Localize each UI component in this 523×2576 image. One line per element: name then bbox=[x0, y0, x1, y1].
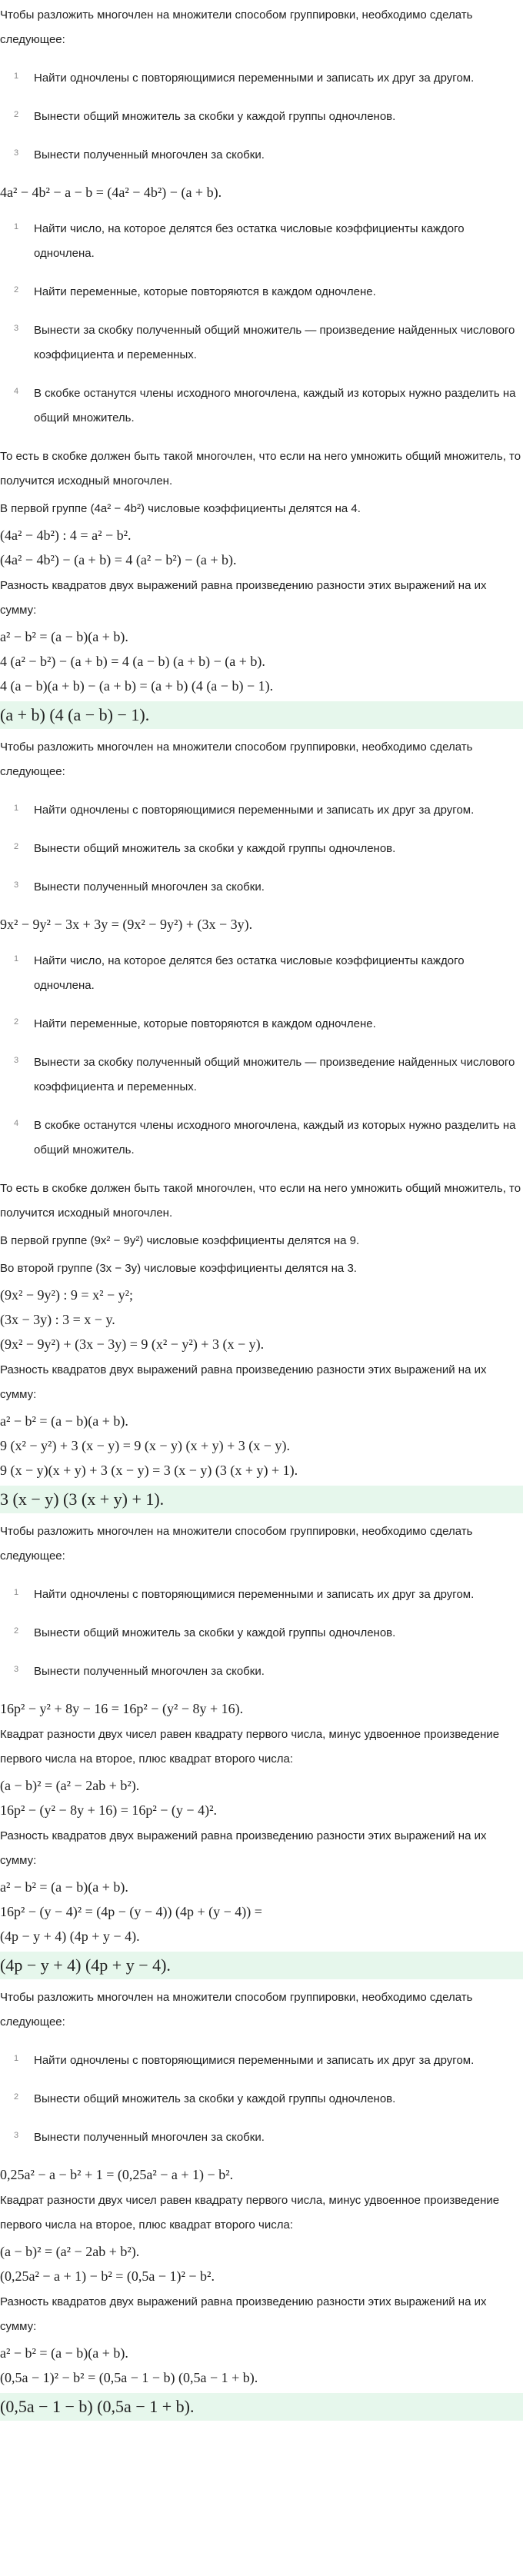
answer-box: (a + b) (4 (a − b) − 1). bbox=[0, 701, 523, 729]
math-line: 4 (a² − b²) − (a + b) = 4 (a − b) (a + b) − (a + b). bbox=[0, 654, 265, 669]
solution-4 bbox=[0, 1985, 523, 2421]
math-line: (9x² − 9y²) : 9 = x² − y²; bbox=[0, 1287, 134, 1303]
check-note: То есть в скобке должен быть такой многочлен, что если на него умножить общий множитель, то получится исходный многочлен. bbox=[0, 1182, 521, 1220]
math-line: 4 (a − b)(a + b) − (a + b) = (a + b) (4 (a − b) − 1). bbox=[0, 678, 274, 694]
step-item: 4 В скобке останутся члены исходного многочлена, каждый из которых нужно разделить на общий множитель. bbox=[14, 1119, 516, 1157]
step-item: 3 Вынести полученный многочлен за скобки. bbox=[14, 148, 265, 161]
math-line: a² − b² = (a − b)(a + b). bbox=[0, 1879, 128, 1895]
math-line: 9x² − 9y² − 3x + 3y = (9x² − 9y²) + (3x − 3y). bbox=[0, 917, 253, 932]
step-item: 3 Вынести полученный многочлен за скобки. bbox=[14, 2131, 265, 2144]
group-text: Во второй группе (3x − 3y) числовые коэффициенты делятся на 3. bbox=[0, 1262, 357, 1275]
step-item: 2 Вынести общий множитель за скобки у каждой группы одночленов. bbox=[14, 842, 396, 855]
step-item: 2 Вынести общий множитель за скобки у каждой группы одночленов. bbox=[14, 2092, 396, 2105]
math-line: (4a² − 4b²) − (a + b) = 4 (a² − b²) − (a + b). bbox=[0, 552, 237, 567]
rule-text: Квадрат разности двух чисел равен квадрату первого числа, минус удвоенное произведение первого числа на второе, плюс квадрат второго числа: bbox=[0, 2194, 500, 2232]
answer-box: 3 (x − y) (3 (x + y) + 1). bbox=[0, 1486, 523, 1513]
group-text: В первой группе (9x² − 9y²) числовые коэффициенты делятся на 9. bbox=[0, 1234, 360, 1247]
math-line: (3x − 3y) : 3 = x − y. bbox=[0, 1312, 115, 1327]
math-line: (a − b)² = (a² − 2ab + b²). bbox=[0, 1778, 140, 1793]
solution-3 bbox=[0, 1519, 523, 1979]
rule-text: Разность квадратов двух выражений равна произведению разности этих выражений на их сумму: bbox=[0, 2295, 487, 2333]
math-line: 16p² − (y² − 8y + 16) = 16p² − (y − 4)². bbox=[0, 1802, 217, 1818]
step-item: 2 Найти переменные, которые повторяются в каждом одночлене. bbox=[14, 1017, 376, 1030]
math-line: a² − b² = (a − b)(a + b). bbox=[0, 2345, 128, 2361]
math-line: (9x² − 9y²) + (3x − 3y) = 9 (x² − y²) + 3 (x − y). bbox=[0, 1336, 265, 1352]
step-item: 2 Вынести общий множитель за скобки у каждой группы одночленов. bbox=[14, 1626, 396, 1639]
solution-1 bbox=[0, 3, 523, 729]
step-item: 3 Вынести за скобку полученный общий множитель — произведение найденных числового коэффициента и переменных. bbox=[14, 324, 515, 361]
math-line: 4a² − 4b² − a − b = (4a² − 4b²) − (a + b). bbox=[0, 185, 222, 200]
math-line: (4a² − 4b²) : 4 = a² − b². bbox=[0, 528, 132, 543]
step-item: 2 Найти переменные, которые повторяются в каждом одночлене. bbox=[14, 285, 376, 298]
step-item: 3 Вынести полученный многочлен за скобки. bbox=[14, 1665, 265, 1678]
solution-2 bbox=[0, 735, 523, 1513]
step-item: 1 Найти одночлены с повторяющимися переменными и записать их друг за другом. bbox=[14, 1588, 475, 1601]
math-line: a² − b² = (a − b)(a + b). bbox=[0, 629, 128, 644]
math-line: 16p² − y² + 8y − 16 = 16p² − (y² − 8y + 16). bbox=[0, 1701, 244, 1716]
math-line: a² − b² = (a − b)(a + b). bbox=[0, 1413, 128, 1429]
step-item: 1 Найти одночлены с повторяющимися переменными и записать их друг за другом. bbox=[14, 2054, 475, 2067]
step-item: 1 Найти число, на которое делятся без остатка числовые коэффициенты каждого одночлена. bbox=[14, 954, 465, 992]
factor-steps bbox=[0, 217, 523, 431]
step-item: 4 В скобке останутся члены исходного многочлена, каждый из которых нужно разделить на общий множитель. bbox=[14, 387, 516, 424]
math-line: (0,5a − 1)² − b² = (0,5a − 1 − b) (0,5a − 1 + b). bbox=[0, 2370, 258, 2385]
intro-text: Чтобы разложить многочлен на множители способом группировки, необходимо сделать следующее: bbox=[0, 1991, 473, 2029]
answer-box: (4p − y + 4) (4p + y − 4). bbox=[0, 1952, 523, 1979]
group-text: В первой группе (4a² − 4b²) числовые коэффициенты делятся на 4. bbox=[0, 502, 361, 515]
rule-text: Разность квадратов двух выражений равна произведению разности этих выражений на их сумму: bbox=[0, 579, 487, 617]
step-item: 1 Найти одночлены с повторяющимися переменными и записать их друг за другом. bbox=[14, 804, 475, 817]
step-item: 1 Найти число, на которое делятся без остатка числовые коэффициенты каждого одночлена. bbox=[14, 222, 465, 260]
math-line: (a − b)² = (a² − 2ab + b²). bbox=[0, 2244, 140, 2259]
rule-text: Разность квадратов двух выражений равна произведению разности этих выражений на их сумму: bbox=[0, 1829, 487, 1867]
math-line: (4p − y + 4) (4p + y − 4). bbox=[0, 1929, 140, 1944]
intro-text: Чтобы разложить многочлен на множители способом группировки, необходимо сделать следующее: bbox=[0, 741, 473, 778]
rule-text: Разность квадратов двух выражений равна произведению разности этих выражений на их сумму: bbox=[0, 1363, 487, 1401]
answer-box: (0,5a − 1 − b) (0,5a − 1 + b). bbox=[0, 2393, 523, 2421]
math-line: 9 (x − y)(x + y) + 3 (x − y) = 3 (x − y) (3 (x + y) + 1). bbox=[0, 1463, 298, 1478]
check-note: То есть в скобке должен быть такой многочлен, что если на него умножить общий множитель, то получится исходный многочлен. bbox=[0, 450, 521, 488]
intro-text: Чтобы разложить многочлен на множители способом группировки, необходимо сделать следующее: bbox=[0, 8, 473, 46]
step-item: 2 Вынести общий множитель за скобки у каждой группы одночленов. bbox=[14, 110, 396, 123]
grouping-steps bbox=[0, 2048, 523, 2150]
math-line: (0,25a² − a + 1) − b² = (0,5a − 1)² − b². bbox=[0, 2268, 215, 2284]
intro-text: Чтобы разложить многочлен на множители способом группировки, необходимо сделать следующее: bbox=[0, 1525, 473, 1563]
step-item: 3 Вынести за скобку полученный общий множитель — произведение найденных числового коэффициента и переменных. bbox=[14, 1056, 515, 1093]
math-line: 16p² − (y − 4)² = (4p − (y − 4)) (4p + (y − 4)) = bbox=[0, 1904, 262, 1919]
grouping-steps bbox=[0, 66, 523, 168]
factor-steps bbox=[0, 949, 523, 1163]
math-line: 0,25a² − a − b² + 1 = (0,25a² − a + 1) − b². bbox=[0, 2167, 234, 2182]
step-item: 3 Вынести полученный многочлен за скобки. bbox=[14, 880, 265, 894]
step-item: 1 Найти одночлены с повторяющимися переменными и записать их друг за другом. bbox=[14, 72, 475, 85]
grouping-steps bbox=[0, 798, 523, 900]
rule-text: Квадрат разности двух чисел равен квадрату первого числа, минус удвоенное произведение первого числа на второе, плюс квадрат второго числа: bbox=[0, 1728, 500, 1766]
grouping-steps bbox=[0, 1583, 523, 1684]
math-line: 9 (x² − y²) + 3 (x − y) = 9 (x − y) (x + y) + 3 (x − y). bbox=[0, 1438, 290, 1453]
